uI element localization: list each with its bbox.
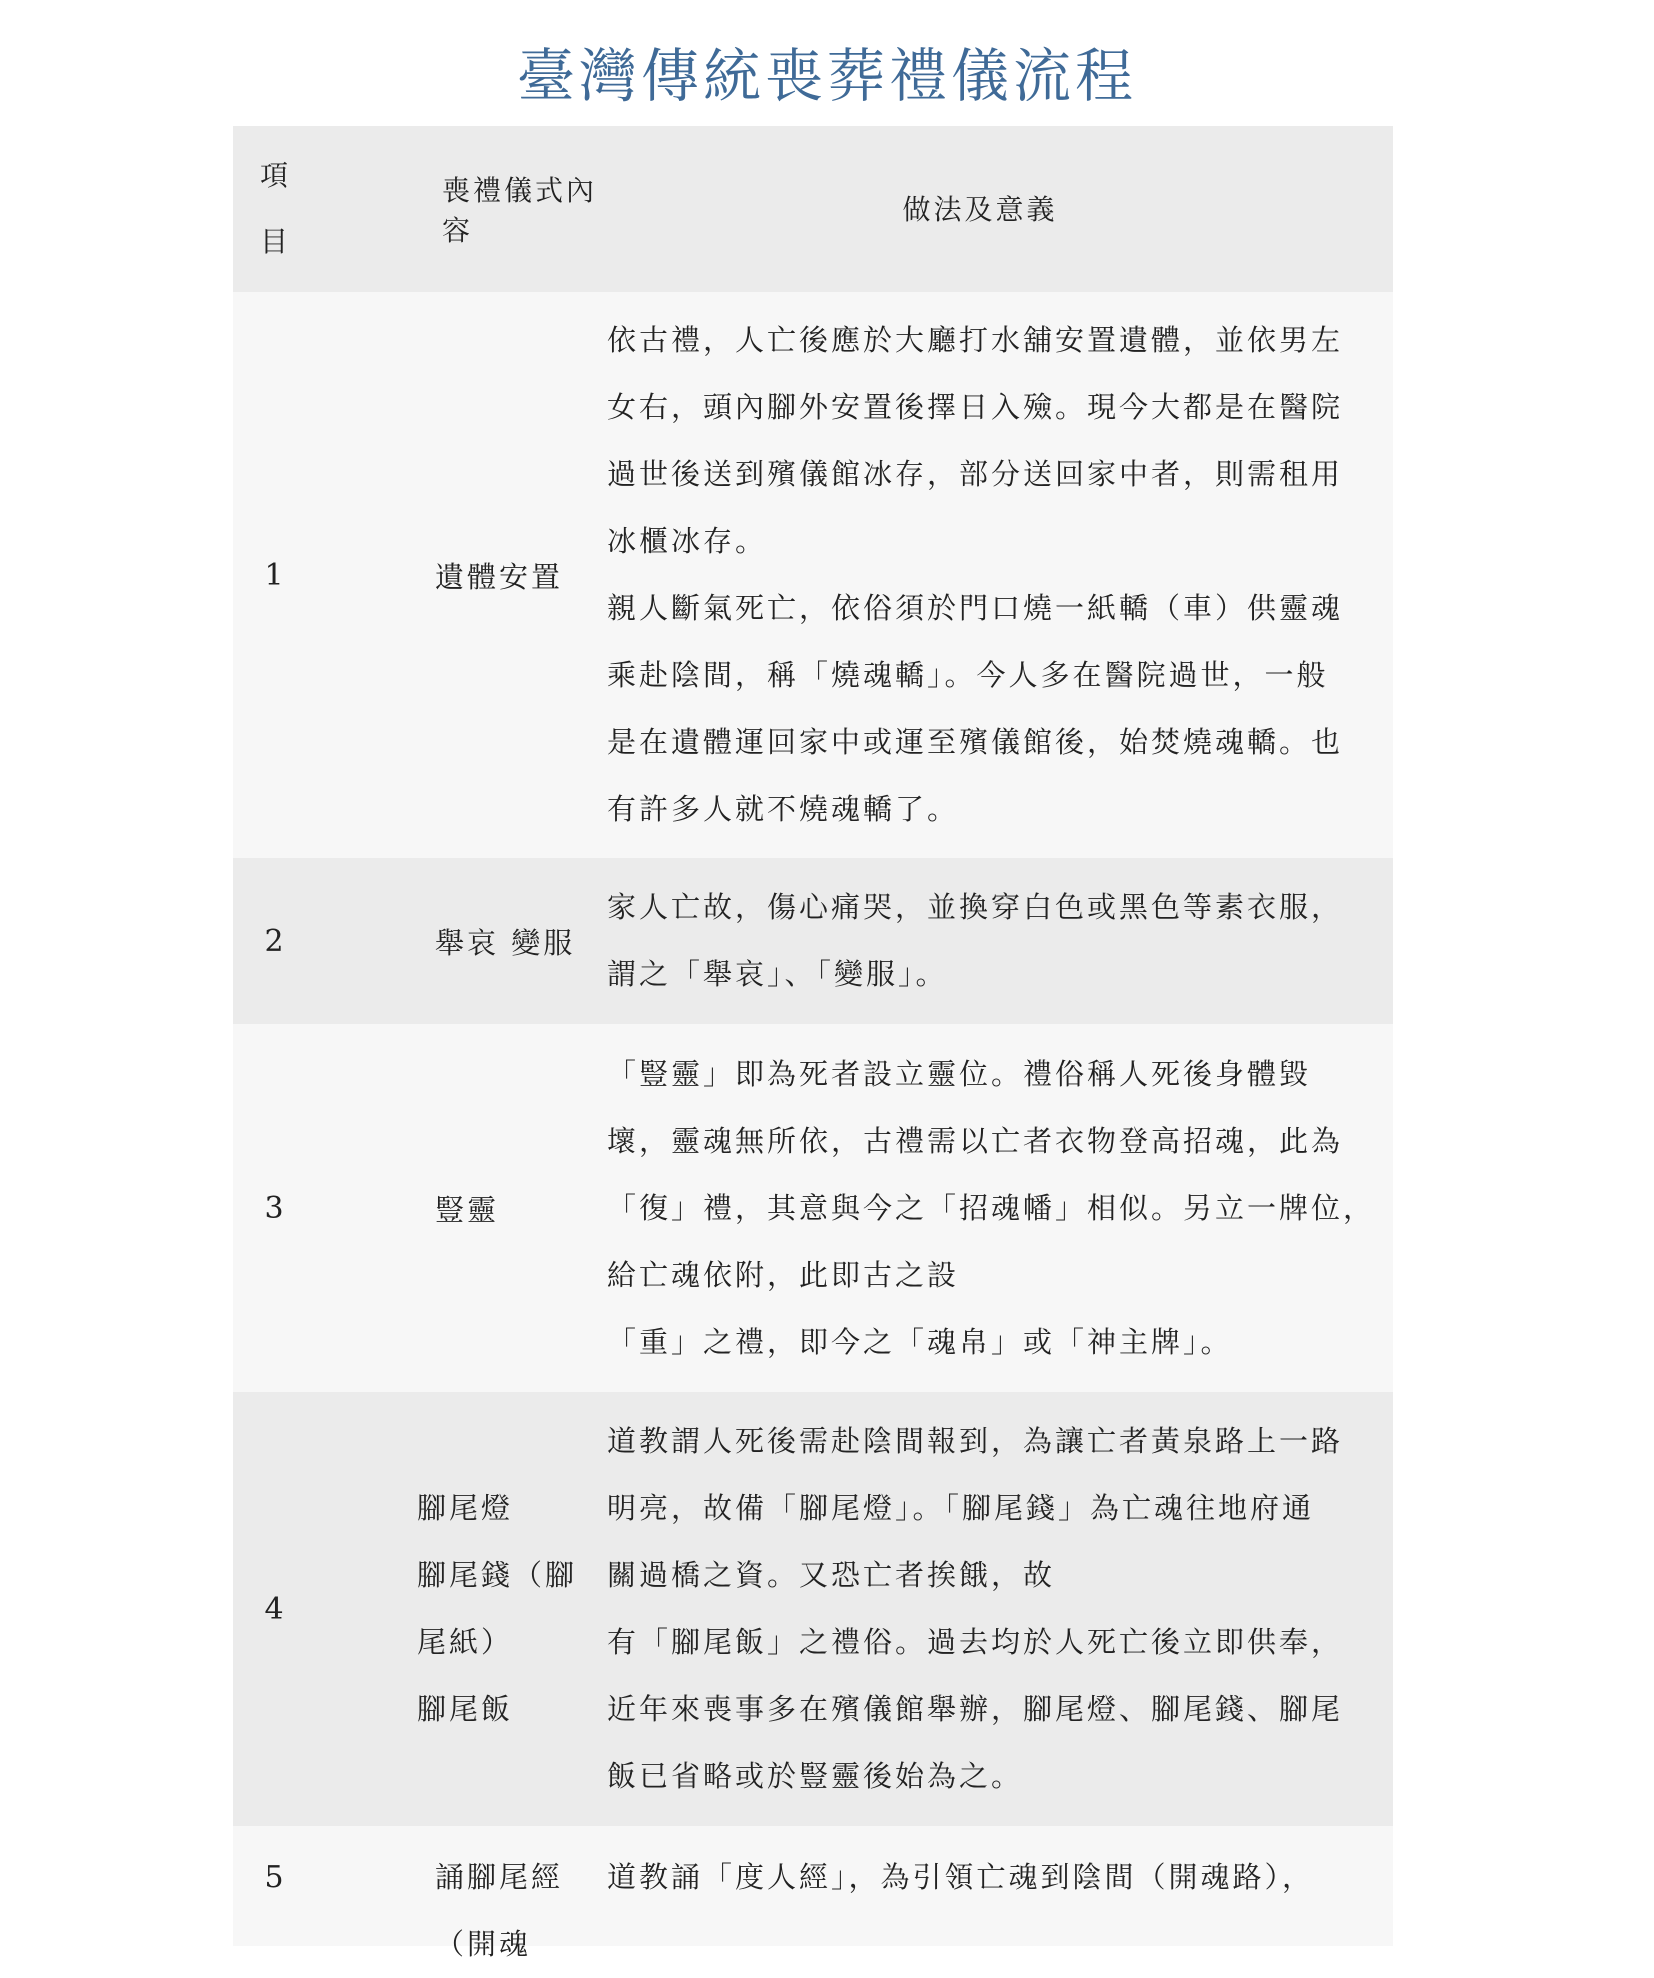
ritual-description xyxy=(607,1041,1393,1376)
ritual-name xyxy=(315,555,607,596)
description-line: 飯已省略或於豎靈後始為之。 xyxy=(607,1759,1024,1793)
header-ritual-content: 喪禮儀式內容 xyxy=(442,174,598,247)
header-item-number xyxy=(233,143,315,275)
page-title: 臺灣傳統喪葬禮儀流程 xyxy=(516,42,1137,110)
ritual-name-line: 遺體安置 xyxy=(435,559,564,594)
description-line: 有許多人就不燒魂轎了。 xyxy=(607,792,960,826)
ritual-name-line: 舉哀 變服 xyxy=(435,925,576,960)
description-line: 依古禮，人亡後應於大廳打水舖安置遺體，並依男左 xyxy=(607,323,1344,357)
description-line: 「豎靈」即為死者設立靈位。禮俗稱人死後身體毀 xyxy=(607,1056,1312,1091)
header-item-number-line2: 目 xyxy=(259,225,288,258)
ritual-name xyxy=(315,1188,607,1229)
ritual-description xyxy=(607,874,1393,1008)
row-number: 4 xyxy=(264,1591,284,1627)
ritual-name-line: 腳尾錢（腳尾紙） xyxy=(417,1558,578,1659)
description-line: 家人亡故，傷心痛哭，並換穿白色或黑色等素衣服， xyxy=(607,890,1344,924)
table-row xyxy=(233,1826,1393,1961)
description-line: 女右，頭內腳外安置後擇日入殮。現今大都是在醫院 xyxy=(607,390,1344,424)
ritual-name-line: 誦腳尾經（開魂 xyxy=(435,1860,564,1961)
ritual-description xyxy=(607,1408,1393,1810)
row-number: 3 xyxy=(264,1190,284,1226)
description-line: 「重」之禮，即今之「魂帛」或「神主牌」。 xyxy=(607,1324,1233,1359)
description-line: 近年來喪事多在殯儀館舉辦，腳尾燈、腳尾錢、腳尾 xyxy=(607,1692,1344,1726)
ritual-name xyxy=(315,921,607,962)
description-line: 謂之「舉哀」、「變服」。 xyxy=(607,957,948,991)
description-line: 過世後送到殯儀館冰存，部分送回家中者，則需租用 xyxy=(607,457,1344,491)
ritual-description xyxy=(607,307,1393,843)
description-line: 有「腳尾飯」之禮俗。過去均於人死亡後立即供奉， xyxy=(607,1625,1344,1659)
description-line: 是在遺體運回家中或運至殯儀館後，始焚燒魂轎。也 xyxy=(607,725,1344,759)
ritual-description xyxy=(607,1844,1393,1911)
ritual-name-line: 腳尾飯 xyxy=(417,1692,514,1726)
ritual-name-line: 豎靈 xyxy=(435,1192,500,1227)
row-number: 2 xyxy=(264,923,284,959)
description-line: 給亡魂依附，此即古之設 xyxy=(607,1257,960,1292)
description-line: 乘赴陰間，稱「燒魂轎」。今人多在醫院過世，一般 xyxy=(607,658,1329,692)
table-row xyxy=(233,858,1393,1024)
ritual-name xyxy=(315,1475,607,1743)
description-line: 道教誦「度人經」，為引領亡魂到陰間（開魂路）， xyxy=(607,1860,1315,1894)
table-header-row xyxy=(233,126,1393,292)
description-line: 道教謂人死後需赴陰間報到，為讓亡者黃泉路上一路 xyxy=(607,1424,1344,1458)
description-line: 冰櫃冰存。 xyxy=(607,524,768,558)
description-line: 關過橋之資。又恐亡者挨餓，故 xyxy=(607,1558,1056,1592)
description-line: 親人斷氣死亡，依俗須於門口燒一紙轎（車）供靈魂 xyxy=(607,591,1344,625)
table-row xyxy=(233,292,1393,858)
ritual-table xyxy=(233,126,1393,1961)
row-number: 1 xyxy=(264,557,284,593)
row-number: 5 xyxy=(264,1860,284,1895)
table-row xyxy=(233,1024,1393,1392)
header-item-number-line1: 項 xyxy=(259,159,288,192)
ritual-name xyxy=(315,1844,607,1978)
header-practice-meaning: 做法及意義 xyxy=(902,192,1058,226)
ritual-name-line: 腳尾燈 xyxy=(417,1491,514,1525)
table-row xyxy=(233,1392,1393,1826)
description-line: 明亮，故備「腳尾燈」。「腳尾錢」為亡魂往地府通 xyxy=(607,1491,1315,1525)
description-line: 「復」禮，其意與今之「招魂幡」相似。另立一牌位， xyxy=(607,1190,1376,1225)
description-line: 壞，靈魂無所依，古禮需以亡者衣物登高招魂，此為 xyxy=(607,1123,1344,1158)
